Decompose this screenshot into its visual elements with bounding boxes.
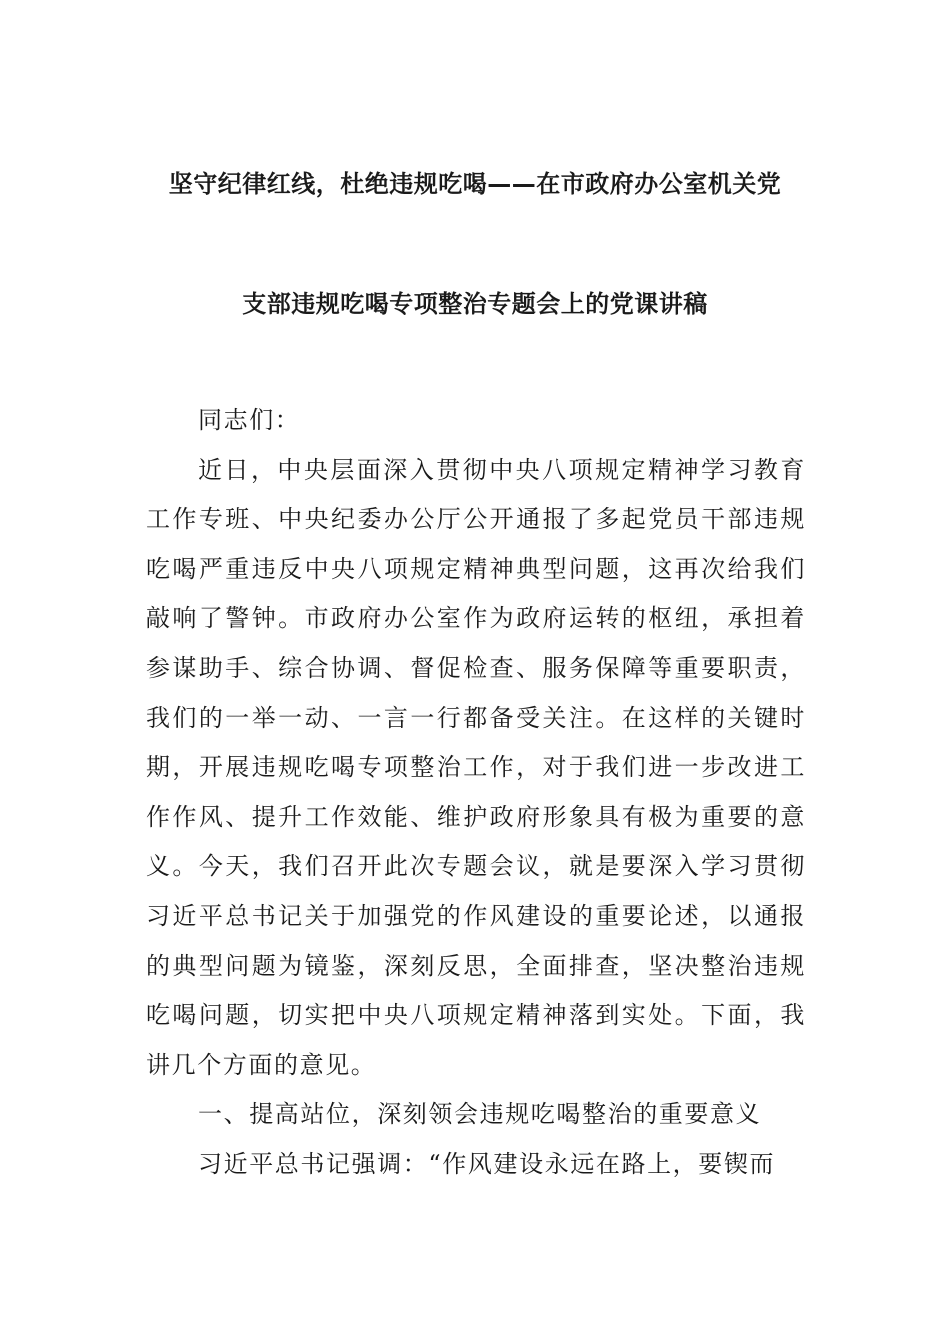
salutation: 同志们： xyxy=(198,406,301,434)
document-body xyxy=(146,396,806,1190)
title-line-1: 坚守纪律红线，杜绝违规吃喝——在市政府办公室机关党 xyxy=(168,170,782,198)
body-paragraph-quote: 习近平总书记强调：“作风建设永远在路上，要锲而 xyxy=(198,1149,776,1178)
section-heading-1: 一、提高站位，深刻领会违规吃喝整治的重要意义 xyxy=(198,1100,762,1129)
body-paragraph-intro: 近日，中央层面深入贯彻中央八项规定精神学习教育工作专班、中央纪委办公厅公开通报了多起党员干部违规吃喝严重违反中央八项规定精神典型问题，这再次给我们敲响了警钟。市政府办公室作为政府运转的枢纽，承担着参谋助手、综合协调、督促检查、服务保障等重要职责，我们的一举一动、一言一行都备受关注。在这样的关键时期，开展违规吃喝专项整治工作，对于我们进一步改进工作作风、提升工作效能、维护政府形象具有极为重要的意义。今天，我们召开此次专题会议，就是要深入学习贯彻习近平总书记关于加强党的作风建设的重要论述，以通报的典型问题为镜鉴，深刻反思，全面排查，坚决整治违规吃喝问题，切实把中央八项规定精神落到实处。下面，我讲几个方面的意见。 xyxy=(146,455,806,1079)
title-line-2: 支部违规吃喝专项整治专题会上的党课讲稿 xyxy=(242,290,708,318)
